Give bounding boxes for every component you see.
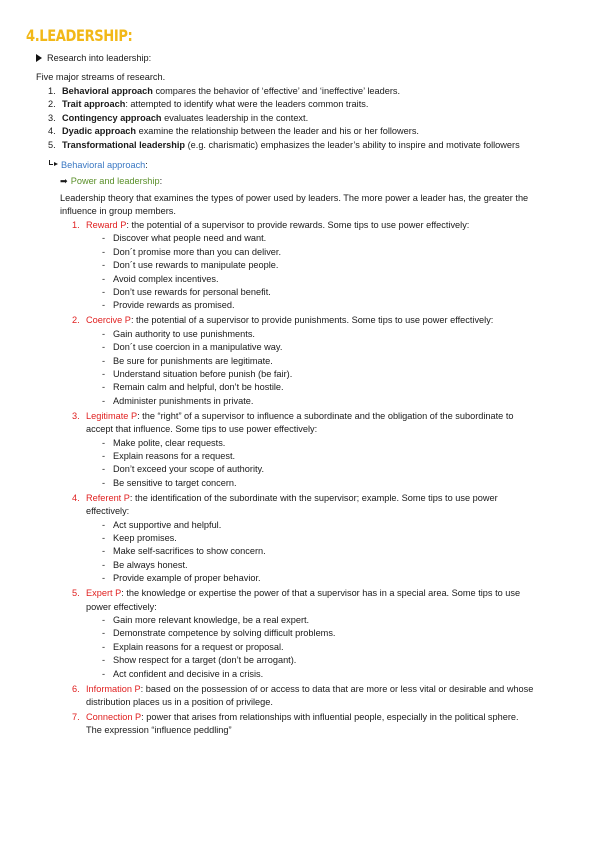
tip-item [102,329,255,340]
stream-item [48,140,520,151]
power-number: 4. [72,492,80,503]
dash-bullet-icon: - [102,451,106,461]
stream-description: : attempted to identify what were the leaders common traits. [125,99,369,110]
tip-text: Understand situation before punish (be fair). [113,369,293,379]
power-number: 5. [72,588,80,599]
power-definition: : the identification of the subordinate with the supervisor; example. Some tips to use power [129,492,498,503]
behavioral-heading: Behavioral approach: [48,160,148,171]
tip-item [102,369,292,380]
power-name: Expert P [86,588,122,599]
stream-number: 4. [48,126,56,137]
triangle-bullet-icon [36,54,42,62]
dash-bullet-icon: - [102,328,106,339]
power-definition-continued: effectively: [86,506,130,517]
power-definition-continued: distribution places us in a position of privilege. [86,697,273,707]
tip-text: Explain reasons for a request. [113,451,236,461]
power-definition: : the “right” of a supervisor to influence a subordinate and the obligation of the subordinate to [137,410,514,421]
dash-bullet-icon: - [102,355,106,366]
power-definition: : the potential of a supervisor to provide rewards. Some tips to use power effectively: [126,220,470,230]
power-number: 6. [72,683,80,694]
tip-item [102,342,282,353]
tip-text: Don´t use rewards to manipulate people. [113,260,279,271]
dash-bullet-icon: - [102,519,106,530]
tip-item [102,300,235,311]
tip-item [102,628,335,639]
streams-intro: Five major streams of research. [36,72,166,82]
tip-text: Demonstrate competence by solving difficult problems. [113,628,336,639]
tip-item [102,396,253,407]
tip-item [102,287,271,298]
power-name: Coercive P [86,315,131,326]
tip-item [102,356,273,367]
stream-name: Trait approach [62,99,126,110]
stream-number: 3. [48,112,56,123]
tip-text: Be sure for punishments are legitimate. [113,355,273,366]
stream-name: Behavioral approach [62,86,153,96]
tip-text: Discover what people need and want. [113,233,267,244]
dash-bullet-icon: - [102,382,106,393]
power-item [72,712,519,723]
stream-description: compares the behavior of ‘effective’ and ‘ineffective’ leaders. [152,86,401,96]
tip-item [102,669,263,680]
tip-text: Make self-sacrifices to show concern. [113,546,266,557]
dash-bullet-icon: - [102,668,106,679]
dash-bullet-icon: - [102,369,106,379]
tip-text: Gain authority to use punishments. [113,328,255,339]
intro-line-1: Leadership theory that examines the types of power used by leaders. The more power a leader has, the greater the [60,193,529,203]
tip-text: Avoid complex incentives. [113,273,219,284]
tip-item [102,655,296,666]
stream-name: Dyadic approach [62,126,137,137]
power-number: 7. [72,712,80,722]
tip-item [102,233,266,244]
dash-bullet-icon: - [102,573,106,584]
stream-description: examine the relationship between the leader and his or her followers. [136,126,419,137]
power-name: Legitimate P [86,410,138,421]
stream-item [48,86,400,97]
tip-text: Don´t use coercion in a manipulative way. [113,342,283,353]
tip-item [102,382,284,393]
power-number: 3. [72,410,80,421]
tip-text: Show respect for a target (don’t be arrogant). [113,655,297,666]
power-definition: : power that arises from relationships with influential people, especially in the political sphere. [141,712,519,722]
tip-item [102,560,188,571]
tip-text: Provide example of proper behavior. [113,573,261,584]
research-heading: Research into leadership: [36,53,151,64]
tip-text: Explain reasons for a request or proposal. [113,641,284,652]
dash-bullet-icon: - [102,437,106,448]
stream-name: Transformational leadership [62,139,186,150]
tip-item [102,533,177,544]
power-definition-continued: accept that influence. Some tips to use power effectively: [86,424,318,435]
tip-item [102,464,264,475]
dash-bullet-icon: - [102,273,106,284]
tip-text: Be sensitive to target concern. [113,477,237,488]
tip-item [102,260,278,271]
power-heading: ➡ Power and leadership: [60,176,163,186]
right-arrow-icon: ➡ [60,176,68,186]
power-item [72,493,498,504]
tip-text: Don’t exceed your scope of authority. [113,464,264,475]
tip-text: Administer punishments in private. [113,395,254,406]
return-arrow-icon [48,160,59,168]
dash-bullet-icon: - [102,546,106,557]
tip-item [102,247,281,258]
tip-item [102,615,309,626]
tip-item [102,274,219,285]
tip-text: Act confident and decisive in a crisis. [113,668,264,679]
power-name: Information P [86,683,141,694]
dash-bullet-icon: - [102,287,106,297]
power-item [72,684,533,695]
tip-item [102,520,221,531]
tip-item [102,573,261,584]
tip-item [102,478,237,489]
page-title: 4.LEADERSHIP: [26,26,133,45]
power-definition: : the potential of a supervisor to provide punishments. Some tips to use power effectively: [130,315,494,326]
power-definition: : the knowledge or expertise the power of that a supervisor has in a special area. Some tips to use [121,588,521,599]
dash-bullet-icon: - [102,477,106,488]
tip-text: Be always honest. [113,559,188,570]
tip-text: Don’t use rewards for personal benefit. [113,287,271,297]
stream-description: evaluates leadership in the context. [161,112,309,123]
dash-bullet-icon: - [102,641,106,652]
dash-bullet-icon: - [102,628,106,639]
dash-bullet-icon: - [102,246,106,257]
stream-item [48,99,368,110]
dash-bullet-icon: - [102,655,106,666]
tip-text: Remain calm and helpful, don’t be hostile. [113,382,284,393]
power-number: 2. [72,315,80,326]
dash-bullet-icon: - [102,559,106,570]
dash-bullet-icon: - [102,260,106,271]
dash-bullet-icon: - [102,300,106,311]
power-item [72,588,520,599]
dash-bullet-icon: - [102,395,106,406]
stream-number: 2. [48,99,56,110]
power-item [72,220,469,231]
dash-bullet-icon: - [102,464,106,475]
stream-number: 5. [48,139,56,150]
dash-bullet-icon: - [102,342,106,353]
stream-description: (e.g. charismatic) emphasizes the leader’s ability to inspire and motivate followers [185,139,520,150]
tip-item [102,642,284,653]
power-definition-continued: power effectively: [86,601,157,612]
intro-line-2: influence in group members. [60,206,176,216]
dash-bullet-icon: - [102,533,106,543]
tip-item [102,438,225,449]
power-definition-continued: The expression “influence peddling” [86,725,232,736]
tip-text: Keep promises. [113,533,177,543]
power-item [72,315,493,326]
stream-number: 1. [48,86,56,96]
dash-bullet-icon: - [102,615,106,625]
dash-bullet-icon: - [102,233,106,244]
tip-item [102,451,235,462]
tip-text: Provide rewards as promised. [113,300,235,311]
power-number: 1. [72,220,80,230]
stream-item [48,126,419,137]
power-name: Connection P [86,712,142,722]
power-name: Reward P [86,220,127,230]
power-definition: : based on the possession of or access to data that are more or less vital or desirable and whose [140,683,534,694]
tip-text: Make polite, clear requests. [113,437,226,448]
tip-text: Don´t promise more than you can deliver. [113,246,282,257]
tip-text: Act supportive and helpful. [113,519,222,530]
stream-name: Contingency approach [62,112,162,123]
power-item [72,411,514,422]
stream-item [48,113,308,124]
tip-text: Gain more relevant knowledge, be a real expert. [113,615,310,625]
tip-item [102,546,266,557]
power-name: Referent P [86,492,130,503]
